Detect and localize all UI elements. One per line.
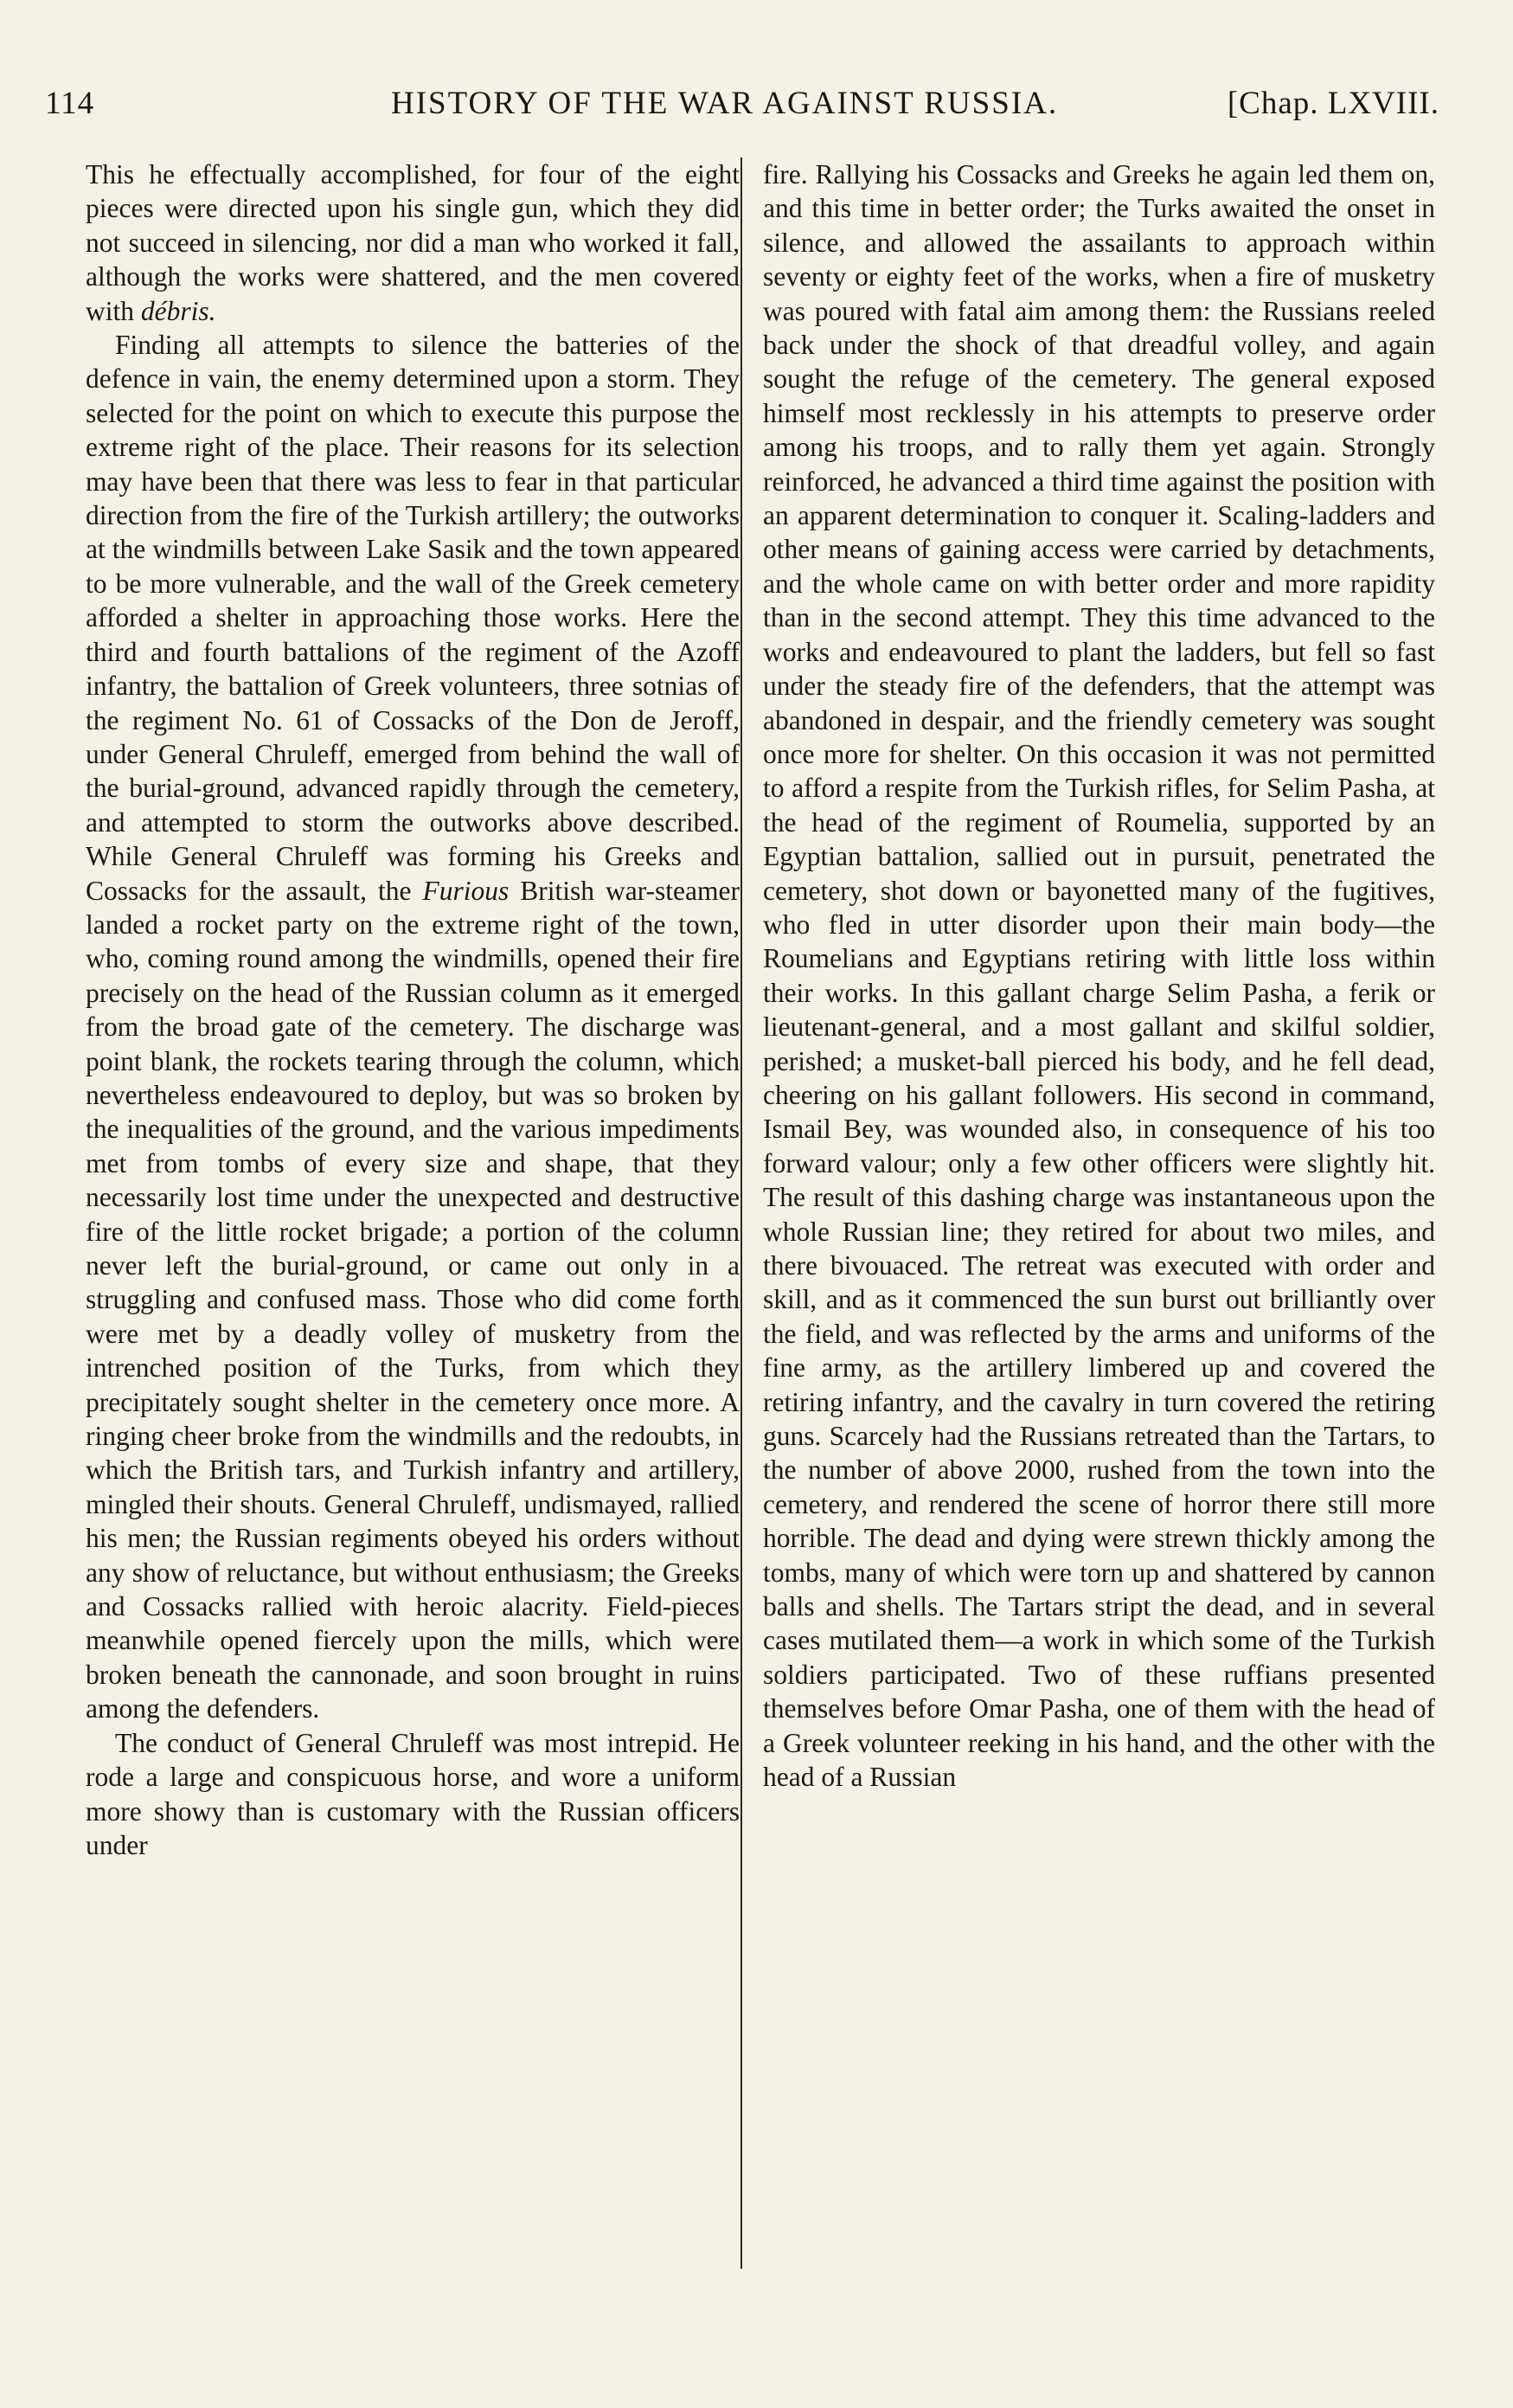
running-head: [45, 85, 1439, 128]
paragraph-text: British war-steamer landed a rocket party on the extreme right of the town, who, coming round among the windmills, opened their fire precisely on the head of the Russian column as it emerged from the broad gate of the cemetery. The discharge was point blank, the rockets tearing through the column, which nevertheless endeavoured to deploy, but was so broken by the inequalities of the ground, and the various impediments met from tombs of every size and shape, that they necessarily lost time under the unexpected and destructive fire of the little rocket brigade; a portion of the column never left the burial-ground, or came out only in a struggling and confused mass. Those who did come forth were met by a deadly volley of musketry from the intrenched position of the Turks, from which they precipitately sought shelter in the cemetery once more. A ringing cheer broke from the windmills and the redoubts, in which the British tars, and Turkish infantry and artillery, mingled their shouts. General Chruleff, undismayed, rallied his men; the Russian regiments obeyed his orders without any show of reluctance, but without enthusiasm; the Greeks and Cossacks rallied with heroic alacrity. Field-pieces meanwhile opened fiercely upon the mills, which were broken beneath the cannonade, and soon brought in ruins among the defenders.: [86, 875, 740, 1724]
page-number: 114: [45, 86, 95, 121]
column-divider: [740, 157, 742, 2269]
paragraph: [86, 157, 740, 328]
right-column: [763, 157, 1435, 1795]
paragraph-text: This he effectually accomplished, for four of the eight pieces were directed upon his single gun, which they did not succeed in silencing, nor did a man who worked it fall, although the works were shattered, and the men covered with: [86, 159, 740, 326]
paragraph-text: The conduct of General Chruleff was most intrepid. He rode a large and conspicuous horse, and wore a uniform more showy than is customary with the Russian officers under: [86, 1727, 740, 1860]
paragraph-text: Finding all attempts to silence the batteries of the defence in vain, the enemy determined upon a storm. They selected for the point on which to execute this purpose the extreme right of the place. Their reasons for its selection may have been that there was less to fear in that particular direction from the fire of the Turkish artillery; the outworks at the windmills between Lake Sasik and the town appeared to be more vulnerable, and the wall of the Greek cemetery afforded a shelter in approaching those works. Here the third and fourth battalions of the regiment of the Azoff infantry, the battalion of Greek volunteers, three sotnias of the regiment No. 61 of Cossacks of the Don de Jeroff, under General Chruleff, emerged from behind the wall of the burial-ground, advanced rapidly through the cemetery, and attempted to storm the outworks above described. While General Chruleff was forming his Greeks and Cossacks for the assault, the: [86, 330, 740, 906]
paragraph: [86, 1726, 740, 1863]
paragraph: [86, 328, 740, 1726]
ship-name: Furious: [422, 875, 510, 906]
paragraph: [763, 157, 1435, 1795]
italic-term: débris.: [140, 295, 216, 326]
left-column: [86, 157, 740, 1862]
chapter-label: [Chap. LXVIII.: [1227, 86, 1439, 121]
running-title: HISTORY OF THE WAR AGAINST RUSSIA.: [391, 86, 1059, 121]
paragraph-text: fire. Rallying his Cossacks and Greeks he again led them on, and this time in better order; the Turks awaited the onset in silence, and allowed the assailants to approach within seventy or eighty feet of the works, when a fire of musketry was poured with fatal aim among them: the Russians reeled back under the shock of that dreadful volley, and again sought the refuge of the cemetery. The general exposed himself most recklessly in his attempts to preserve order among his troops, and to rally them yet again. Strongly reinforced, he advanced a third time against the position with an apparent determination to conquer it. Scaling-ladders and other means of gaining access were carried by detachments, and the whole came on with better order and more rapidity than in the second attempt. They this time advanced to the works and endeavoured to plant the ladders, but fell so fast under the steady fire of the defenders, that the attempt was abandoned in despair, and the friendly cemetery was sought once more for shelter. On this occasion it was not permitted to afford a respite from the Turkish rifles, for Selim Pasha, at the head of the regiment of Roumelia, supported by an Egyptian battalion, sallied out in pursuit, penetrated the cemetery, shot down or bayonetted many of the fugitives, who fled in utter disorder upon their main body—the Roumelians and Egyptians retiring with little loss within their works. In this gallant charge Selim Pasha, a ferik or lieutenant-general, and a most gallant and skilful soldier, perished; a musket-ball pierced his body, and he fell dead, cheering on his gallant followers. His second in command, Ismail Bey, was wounded also, in consequence of his too forward valour; only a few other officers were slightly hit. The result of this dashing charge was instantaneous upon the whole Russian line; they retired for about two miles, and there bivouaced. The retreat was executed with order and skill, and as it commenced the sun burst out brilliantly over the field, and was reflected by the arms and uniforms of the fine army, as the artillery limbered up and covered the retiring infantry, and the cavalry in turn covered the retiring guns. Scarcely had the Russians retreated than the Tartars, to the number of above 2000, rushed from the town into the cemetery, and rendered the scene of horror there still more horrible. The dead and dying were strewn thickly among the tombs, many of which were torn up and shattered by cannon balls and shells. The Tartars stript the dead, and in several cases mutilated them—a work in which some of the Turkish soldiers participated. Two of these ruffians presented themselves before Omar Pasha, one of them with the head of a Greek volunteer reeking in his hand, and the other with the head of a Russian: [763, 159, 1435, 1793]
